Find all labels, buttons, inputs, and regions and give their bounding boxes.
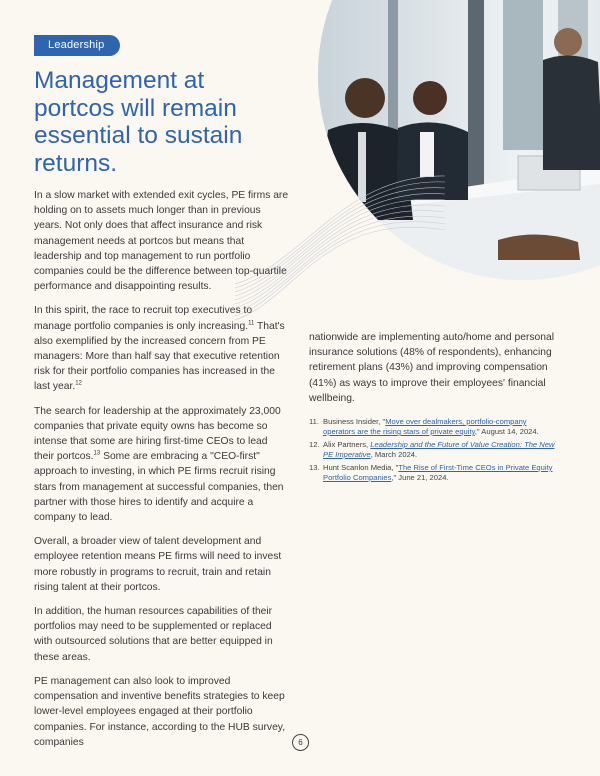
footnote-ref: 12 xyxy=(75,381,82,388)
footnote-link[interactable]: The Rise of First-Time CEOs in Private Equity Portfolio Companies xyxy=(323,463,553,482)
body-right-column xyxy=(309,330,554,406)
paragraph: PE management can also look to improved compensation and inventive benefits strategies to keep lower-level employees engaged at their portfolio companies. For instance, according to the HUB survey, companies xyxy=(34,675,286,748)
paragraph: In addition, the human resources capabilities of their portfolios may need to be supplemented or replaced with outsourced solutions that are better equipped in these areas. xyxy=(34,606,273,663)
page-number: 6 xyxy=(292,734,309,751)
footnote-item: 13. Hunt Scanlon Media, "The Rise of First-Time CEOs in Private Equity Portfolio Companies," June 21, 2024. xyxy=(309,463,553,482)
footnote-link[interactable]: Leadership and the Future of Value Creation: The New PE Imperative xyxy=(323,440,555,459)
footnote-item: 11. Business Insider, "Move over dealmakers, portfolio-company operators are the rising stars of private equity," August 14, 2024. xyxy=(309,417,539,436)
footnote-ref: 13 xyxy=(93,450,101,457)
paragraph: In a slow market with extended exit cycles, PE firms are holding on to assets much longer than in previous years. Not only does that affect insurance and risk management needs at portcos but means that leadership and top management to run portfolio companies could be the difference between top-quartile performance and disappointing results. xyxy=(34,190,289,293)
section-tag: Leadership xyxy=(34,35,120,56)
page-title: Management at portcos will remain essential to sustain returns. xyxy=(34,67,243,177)
paragraph: nationwide are implementing auto/home and personal insurance solutions (48% of respondents), enhancing retirement plans (43%) and improving compensation (41%) as ways to improve their employees' financial wellbeing. xyxy=(309,332,554,404)
body-left-column xyxy=(34,188,290,759)
paragraph: The search for leadership at the approximately 23,000 companies that private equity owns has become so intense that some are hiring first-time CEOs to lead their portcos.$^{13}$ Some are embracing a "CEO-first" approach to investing, in which PE firms recruit rising stars from management at successful companies, then partner with those hires to identify and acquire a company to lead. xyxy=(34,405,284,524)
paragraph: In this spirit, the race to recruit top executives to manage portfolio companies is only increasing.$^{11}$ That's also exemplified by the increased concern from PE managers: More than half say that executive retention risk for their portfolio companies has increased in the last year.$^{12}$ xyxy=(34,305,285,393)
footnote-link[interactable]: Move over dealmakers, portfolio-company operators are the rising stars of private equity xyxy=(323,417,527,436)
footnotes xyxy=(309,417,559,486)
paragraph: Overall, a broader view of talent development and employee retention means PE firms will need to invest more robustly in programs to recruit, train and retain rising talent at their portcos. xyxy=(34,536,282,593)
footnote-ref: 11 xyxy=(248,320,255,327)
footnote-item: 12. Alix Partners, Leadership and the Future of Value Creation: The New PE Imperative, March 2024. xyxy=(309,440,555,459)
